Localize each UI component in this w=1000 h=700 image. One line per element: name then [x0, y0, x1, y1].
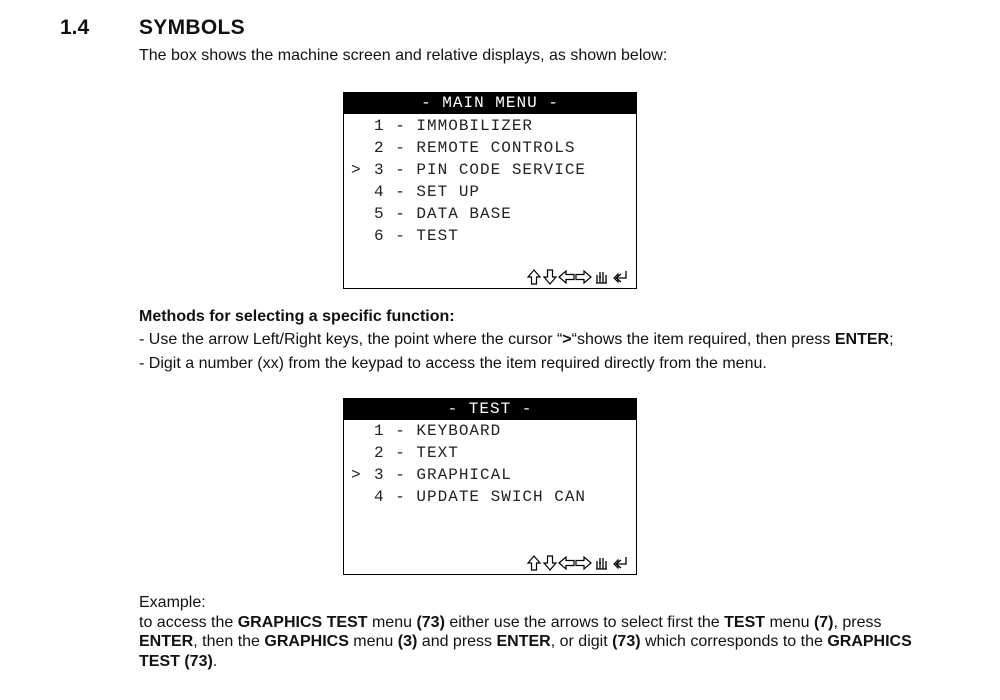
methods-title: Methods for selecting a specific function: — [139, 308, 455, 325]
example-emphasis: (73) — [416, 613, 445, 631]
example-segment: menu — [367, 613, 417, 631]
example-emphasis: TEST — [724, 613, 766, 631]
menu-item[interactable] — [344, 442, 636, 464]
menu-item[interactable] — [344, 464, 636, 486]
arrow-down-icon — [542, 269, 558, 285]
menu-item-label: 4 - SET UP — [374, 183, 481, 201]
menu-item[interactable] — [344, 115, 636, 137]
example-block — [139, 593, 939, 671]
example-emphasis: ENTER — [496, 633, 551, 650]
main-menu-screen — [343, 92, 637, 289]
menu-item[interactable] — [344, 203, 636, 225]
example-segment: menu — [348, 633, 398, 650]
method-bullet-arrows — [139, 331, 894, 349]
example-emphasis: (73) — [184, 652, 213, 670]
test-menu-title: - TEST - — [344, 399, 636, 420]
cursor-symbol: > — [562, 331, 572, 348]
example-segment: , press — [833, 613, 882, 631]
example-emphasis: GRAPHICS TEST — [237, 613, 368, 631]
bullet-text: “shows the item required, then press — [571, 331, 835, 348]
bullet-text: - Use the arrow Left/Right keys, the point where the cursor “ — [139, 331, 563, 348]
cursor-marker: > — [351, 161, 362, 179]
menu-item-label: 2 - TEXT — [374, 444, 459, 462]
menu-item-label: 3 - PIN CODE SERVICE — [374, 161, 587, 179]
key-icons-strip — [526, 555, 630, 571]
main-menu-title: - MAIN MENU - — [344, 93, 636, 114]
menu-item-label: 5 - DATA BASE — [374, 205, 512, 223]
enter-icon — [612, 269, 630, 285]
intro-text: The box shows the machine screen and relative displays, as shown below: — [139, 47, 668, 64]
menu-item[interactable] — [344, 137, 636, 159]
menu-item-label: 4 - UPDATE SWICH CAN — [374, 488, 587, 506]
menu-item[interactable] — [344, 420, 636, 442]
method-bullet-keypad: - Digit a number (xx) from the keypad to access the item required directly from the menu. — [139, 355, 767, 372]
example-segment: which corresponds to the — [640, 633, 828, 650]
key-icons-strip — [526, 269, 630, 285]
example-segment: . — [212, 652, 218, 670]
arrow-up-icon — [526, 269, 542, 285]
arrow-down-icon — [542, 555, 558, 571]
escape-hand-icon — [592, 269, 612, 285]
enter-keyword: ENTER — [834, 331, 890, 348]
menu-item-label: 1 - IMMOBILIZER — [374, 117, 534, 135]
example-emphasis: GRAPHICS TEST — [139, 633, 912, 670]
arrow-up-icon — [526, 555, 542, 571]
menu-item-label: 6 - TEST — [374, 227, 459, 245]
example-text — [139, 613, 939, 672]
menu-item-label: 1 - KEYBOARD — [374, 422, 502, 440]
section-number: 1.4 — [60, 16, 90, 39]
arrow-right-icon — [575, 269, 592, 285]
arrow-right-icon — [575, 555, 592, 571]
menu-item[interactable] — [344, 225, 636, 247]
example-emphasis: ENTER — [139, 633, 194, 650]
menu-item[interactable] — [344, 181, 636, 203]
escape-hand-icon — [592, 555, 612, 571]
example-emphasis: (3) — [397, 633, 418, 650]
bullet-text: ; — [889, 331, 894, 348]
menu-item-label: 3 - GRAPHICAL — [374, 466, 512, 484]
enter-icon — [612, 555, 630, 571]
example-segment: menu — [765, 613, 814, 631]
arrow-left-icon — [558, 269, 575, 285]
example-emphasis: GRAPHICS — [264, 633, 349, 650]
section-title: SYMBOLS — [139, 16, 245, 39]
menu-item-label: 2 - REMOTE CONTROLS — [374, 139, 576, 157]
menu-item[interactable] — [344, 159, 636, 181]
example-emphasis: (73) — [612, 633, 641, 650]
example-label: Example: — [139, 594, 206, 611]
example-segment: either use the arrows to select first the — [444, 613, 725, 631]
test-menu-screen — [343, 398, 637, 575]
example-emphasis: (7) — [813, 613, 834, 631]
menu-item[interactable] — [344, 486, 636, 508]
arrow-left-icon — [558, 555, 575, 571]
example-segment: , then the — [193, 633, 265, 650]
example-segment: , or digit — [550, 633, 613, 650]
example-segment: and press — [417, 633, 497, 650]
cursor-marker: > — [351, 466, 362, 484]
example-segment: to access the — [139, 613, 238, 631]
